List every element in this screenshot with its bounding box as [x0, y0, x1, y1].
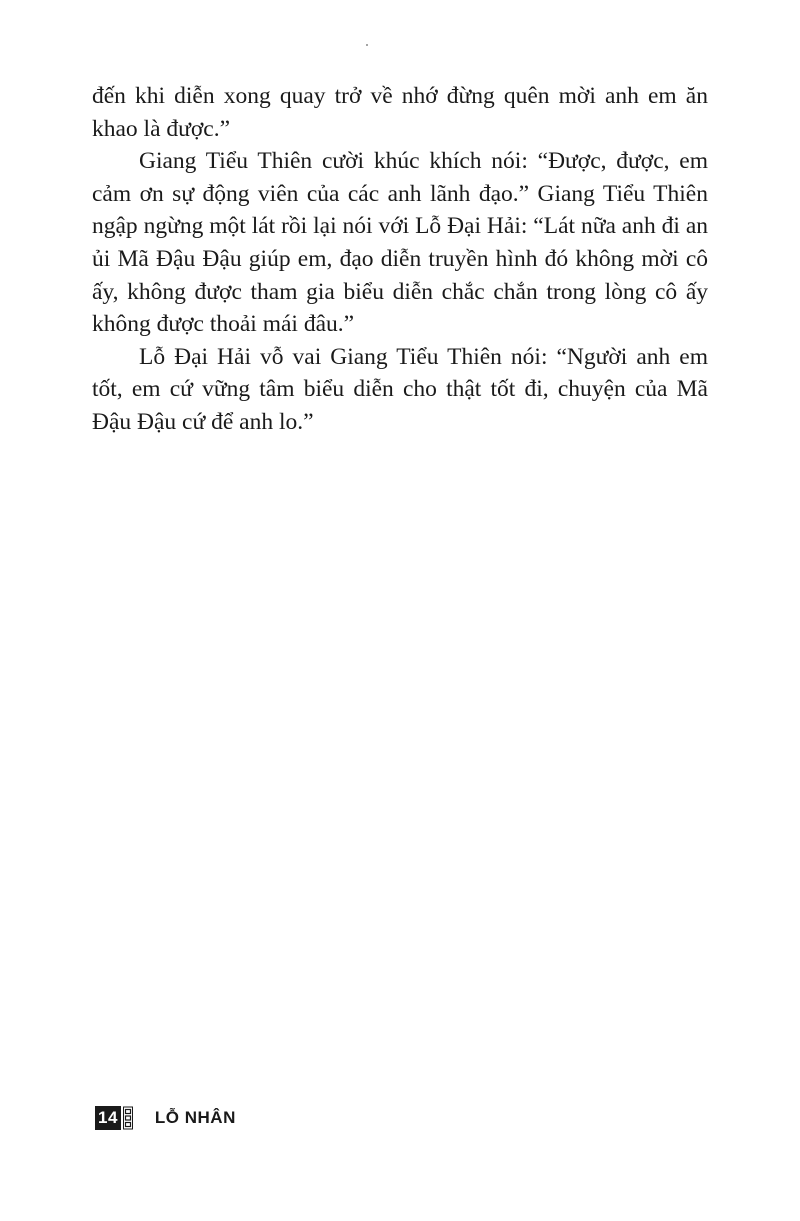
- page-number: 14: [95, 1106, 121, 1130]
- scan-speck: [366, 44, 368, 46]
- page-text: [92, 80, 708, 439]
- author-name: LỖ NHÂN: [154, 1108, 236, 1127]
- paragraph-1: đến khi diễn xong quay trở về nhớ đừng quên mời anh em ăn khao là được.”: [92, 83, 708, 142]
- paragraph-2: Giang Tiểu Thiên cười khúc khích nói: “Được, được, em cảm ơn sự động viên của các anh lãnh đạo.” Giang Tiểu Thiên ngập ngừng một lát rồi lại nói với Lỗ Đại Hải: “Lát nữa anh đi an ủi Mã Đậu Đậu giúp em, đạo diễn truyền hình đó không mời cô ấy, không được tham gia biểu diễn chắc chắn trong lòng cô ấy không được thoải mái đâu.”: [92, 148, 708, 338]
- paragraph-3: Lỗ Đại Hải vỗ vai Giang Tiểu Thiên nói: “Người anh em tốt, em cứ vững tâm biểu diễn cho thật tốt đi, chuyện của Mã Đậu Đậu cứ để anh lo.”: [92, 343, 708, 435]
- book-ornament-icon: [123, 1106, 133, 1130]
- page-footer: [95, 1105, 236, 1131]
